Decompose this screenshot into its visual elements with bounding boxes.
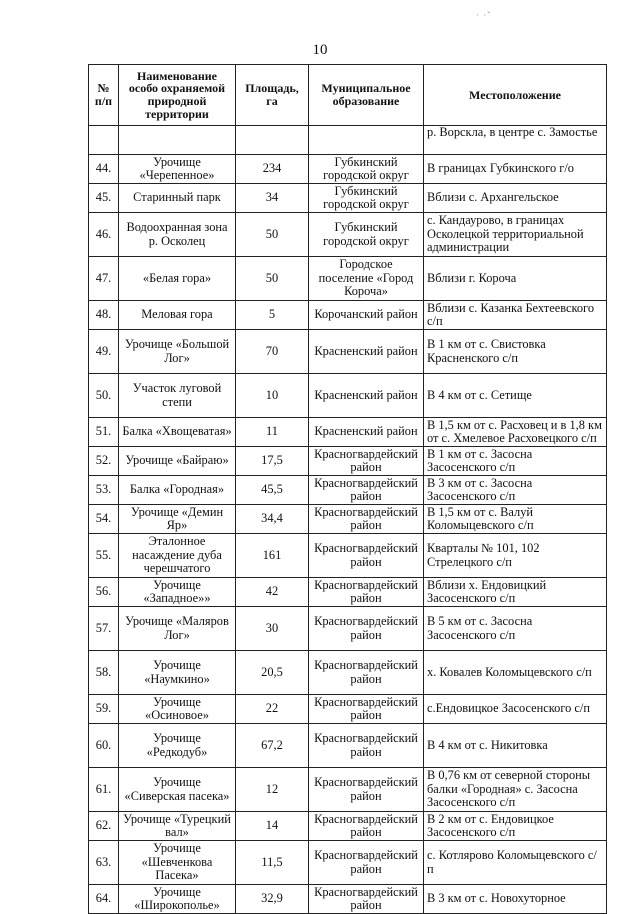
row-area: 50 — [236, 257, 309, 301]
row-municipality: Красногвардейский район — [309, 578, 424, 607]
row-area: 11,5 — [236, 841, 309, 885]
row-location: Вблизи с. Архангельское — [424, 184, 607, 213]
row-area: 32,9 — [236, 885, 309, 914]
row-municipality: Красногвардейский район — [309, 607, 424, 651]
row-municipality: Красногвардейский район — [309, 447, 424, 476]
table-row — [89, 768, 607, 812]
table-row — [89, 330, 607, 374]
table-row — [89, 724, 607, 768]
table-row — [89, 374, 607, 418]
row-municipality: Красногвардейский район — [309, 841, 424, 885]
page-number: 10 — [312, 42, 328, 58]
header-municipality: Муниципальное образование — [309, 65, 424, 126]
row-municipality: Красненский район — [309, 330, 424, 374]
row-num: 52. — [89, 447, 119, 476]
row-municipality: Красногвардейский район — [309, 768, 424, 812]
header-location: Местоположение — [424, 65, 607, 126]
row-name: Участок луговой степи — [119, 374, 236, 418]
row-num: 53. — [89, 476, 119, 505]
table-row — [89, 447, 607, 476]
row-location: В 4 км от с. Сетище — [424, 374, 607, 418]
row-num: 61. — [89, 768, 119, 812]
row-num: 44. — [89, 155, 119, 184]
row-location: В 1,5 км от с. Расховец и в 1,8 км от с. Хмелевое Расховецкого с/п — [424, 418, 607, 447]
table-row — [89, 695, 607, 724]
row-area: 12 — [236, 768, 309, 812]
row-area: 50 — [236, 213, 309, 257]
row-area: 34 — [236, 184, 309, 213]
row-num: 54. — [89, 505, 119, 534]
row-location: В 4 км от с. Никитовка — [424, 724, 607, 768]
row-municipality: Красногвардейский район — [309, 534, 424, 578]
table-row — [89, 578, 607, 607]
row-name: Старинный парк — [119, 184, 236, 213]
row-municipality: Корочанский район — [309, 301, 424, 330]
row-location: с. Котлярово Коломыцевского с/п — [424, 841, 607, 885]
row-num: 59. — [89, 695, 119, 724]
row-location: В 2 км от с. Ендовицкое Засосенского с/п — [424, 812, 607, 841]
row-num: 57. — [89, 607, 119, 651]
row-num: 45. — [89, 184, 119, 213]
row-location: х. Ковалев Коломыцевского с/п — [424, 651, 607, 695]
row-municipality: Городское поселение «Город Короча» — [309, 257, 424, 301]
row-location: В 1 км от с. Засосна Засосенского с/п — [424, 447, 607, 476]
table-row — [89, 534, 607, 578]
row-municipality — [309, 126, 424, 155]
row-municipality: Красненский район — [309, 418, 424, 447]
row-municipality: Губкинский городской округ — [309, 213, 424, 257]
row-area: 11 — [236, 418, 309, 447]
row-num: 63. — [89, 841, 119, 885]
row-name: «Белая гора» — [119, 257, 236, 301]
row-municipality: Красненский район — [309, 374, 424, 418]
row-municipality: Красногвардейский район — [309, 695, 424, 724]
table-row — [89, 607, 607, 651]
row-num: 51. — [89, 418, 119, 447]
row-name: Урочище «Черепенное» — [119, 155, 236, 184]
row-name: Урочище «Большой Лог» — [119, 330, 236, 374]
row-location: Кварталы № 101, 102 Стрелецкого с/п — [424, 534, 607, 578]
row-num: 46. — [89, 213, 119, 257]
table-header-row — [89, 65, 607, 126]
table-row — [89, 505, 607, 534]
row-name: Эталонное насаждение дуба черешчатого — [119, 534, 236, 578]
row-location: Вблизи г. Короча — [424, 257, 607, 301]
row-location: с. Кандаурово, в границах Осколецкой территориальной администрации — [424, 213, 607, 257]
row-municipality: Красногвардейский район — [309, 476, 424, 505]
row-name: Урочище «Байраю» — [119, 447, 236, 476]
table-row — [89, 155, 607, 184]
protected-areas-table — [88, 64, 607, 914]
row-area: 67,2 — [236, 724, 309, 768]
row-num: 60. — [89, 724, 119, 768]
row-municipality: Красногвардейский район — [309, 724, 424, 768]
table-row — [89, 257, 607, 301]
row-area: 30 — [236, 607, 309, 651]
row-num: 58. — [89, 651, 119, 695]
row-num: 50. — [89, 374, 119, 418]
row-location: В 3 км от с. Новохуторное — [424, 885, 607, 914]
row-name: Урочище «Демин Яр» — [119, 505, 236, 534]
row-area: 20,5 — [236, 651, 309, 695]
row-municipality: Красногвардейский район — [309, 651, 424, 695]
table-row — [89, 651, 607, 695]
row-municipality: Губкинский городской округ — [309, 155, 424, 184]
row-name: Урочище «Маляров Лог» — [119, 607, 236, 651]
row-area: 234 — [236, 155, 309, 184]
row-municipality: Красногвардейский район — [309, 885, 424, 914]
row-area: 45,5 — [236, 476, 309, 505]
row-num: 49. — [89, 330, 119, 374]
row-area: 34,4 — [236, 505, 309, 534]
row-location: В 1 км от с. Свистовка Красненского с/п — [424, 330, 607, 374]
table-row — [89, 812, 607, 841]
row-location: В 3 км от с. Засосна Засосенского с/п — [424, 476, 607, 505]
row-area: 161 — [236, 534, 309, 578]
row-num: 55. — [89, 534, 119, 578]
row-location: В 5 км от с. Засосна Засосенского с/п — [424, 607, 607, 651]
row-location: с.Ендовицкое Засосенского с/п — [424, 695, 607, 724]
header-area: Площадь, га — [236, 65, 309, 126]
row-location: В 1,5 км от с. Валуй Коломыцевского с/п — [424, 505, 607, 534]
header-num: № п/п — [89, 65, 119, 126]
row-name: Урочище «Осиновое» — [119, 695, 236, 724]
row-name: Урочище «Широкополье» — [119, 885, 236, 914]
row-area: 70 — [236, 330, 309, 374]
row-name: Балка «Городная» — [119, 476, 236, 505]
row-area: 14 — [236, 812, 309, 841]
row-num: 56. — [89, 578, 119, 607]
row-area: 17,5 — [236, 447, 309, 476]
row-num: 47. — [89, 257, 119, 301]
row-name: Меловая гора — [119, 301, 236, 330]
row-area: 5 — [236, 301, 309, 330]
table-row — [89, 885, 607, 914]
table-row — [89, 184, 607, 213]
row-municipality: Красногвардейский район — [309, 505, 424, 534]
table-row — [89, 418, 607, 447]
row-name: Урочище «Западное»» — [119, 578, 236, 607]
row-name — [119, 126, 236, 155]
row-location: В границах Губкинского г/о — [424, 155, 607, 184]
row-municipality: Губкинский городской округ — [309, 184, 424, 213]
row-num: 62. — [89, 812, 119, 841]
row-area — [236, 126, 309, 155]
row-name: Водоохранная зона р. Осколец — [119, 213, 236, 257]
row-name: Урочище «Сиверская пасека» — [119, 768, 236, 812]
row-location: Вблизи х. Ендовицкий Засосенского с/п — [424, 578, 607, 607]
row-location: В 0,76 км от северной стороны балки «Городная» с. Засосна Засосенского с/п — [424, 768, 607, 812]
table-row — [89, 126, 607, 155]
row-name: Урочище «Наумкино» — [119, 651, 236, 695]
row-area: 10 — [236, 374, 309, 418]
row-municipality: Красногвардейский район — [309, 812, 424, 841]
row-num: 64. — [89, 885, 119, 914]
corner-scribble: · ·ˇ — [476, 10, 492, 20]
row-name: Урочище «Редкодуб» — [119, 724, 236, 768]
table-row — [89, 301, 607, 330]
row-num: 48. — [89, 301, 119, 330]
row-name: Урочище «Шевченкова Пасека» — [119, 841, 236, 885]
table-row — [89, 841, 607, 885]
row-area: 22 — [236, 695, 309, 724]
row-location: Вблизи с. Казанка Бехтеевского с/п — [424, 301, 607, 330]
table-row — [89, 213, 607, 257]
table-row — [89, 476, 607, 505]
header-name: Наименование особо охраняемой природной территории — [119, 65, 236, 126]
row-area: 42 — [236, 578, 309, 607]
row-num — [89, 126, 119, 155]
row-name: Урочище «Турецкий вал» — [119, 812, 236, 841]
row-location: р. Ворскла, в центре с. Замостье — [424, 126, 607, 155]
row-name: Балка «Хвощеватая» — [119, 418, 236, 447]
